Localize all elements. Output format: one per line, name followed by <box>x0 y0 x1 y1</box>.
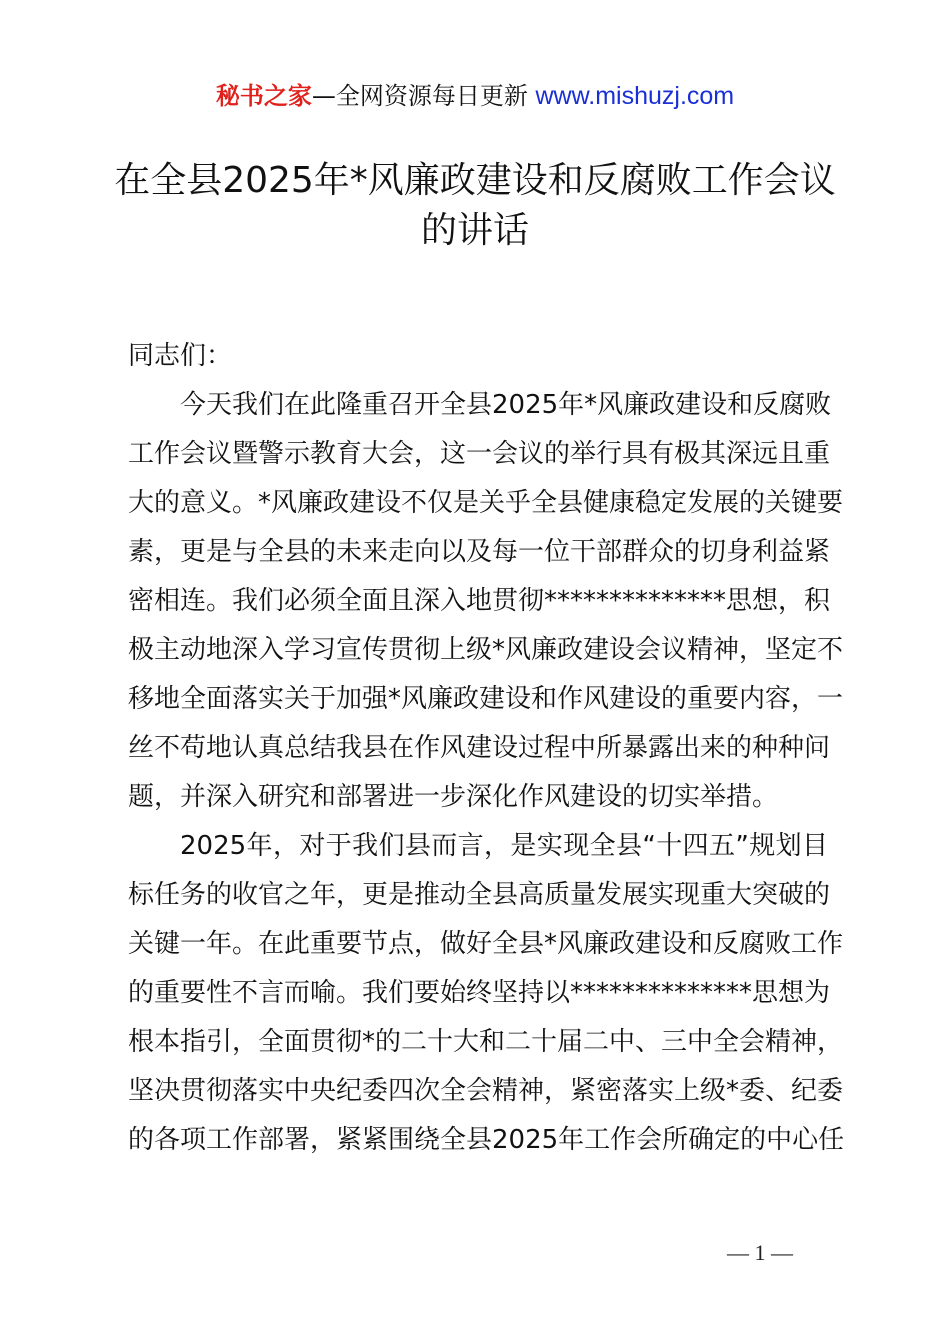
paragraph-line: 关键一年。在此重要节点，做好全县*风廉政建设和反腐败工作 <box>128 929 844 959</box>
site-brand: 秘书之家 <box>215 82 312 110</box>
paragraph-line: 极主动地深入学习宣传贯彻上级*风廉政建设会议精神，坚定不 <box>128 635 844 665</box>
salutation: 同志们： <box>128 341 233 371</box>
paragraph-line: 标任务的收官之年，更是推动全县高质量发展实现重大突破的 <box>128 880 831 910</box>
paragraph-line: 根本指引，全面贯彻*的二十大和二十届二中、三中全会精神， <box>128 1027 844 1057</box>
page-number: — 1 — <box>727 1240 793 1265</box>
paragraph-line: 2025年，对于我们县而言，是实现全县“十四五”规划目 <box>180 831 828 861</box>
paragraph-line: 移地全面落实关于加强*风廉政建设和作风建设的重要内容，一 <box>128 684 844 714</box>
paragraph-line: 丝不苟地认真总结我县在作风建设过程中所暴露出来的种种问 <box>128 733 831 763</box>
site-header <box>0 80 950 112</box>
paragraph-line: 的各项工作部署，紧紧围绕全县2025年工作会所确定的中心任 <box>128 1125 845 1155</box>
title-line-1: 在全县2025年*风廉政建设和反腐败工作会议 <box>114 160 836 201</box>
paragraph-line: 大的意义。*风廉政建设不仅是关乎全县健康稳定发展的关键要 <box>128 488 844 518</box>
site-url-link[interactable]: www.mishuzj.com <box>535 82 735 110</box>
paragraph-line: 题，并深入研究和部署进一步深化作风建设的切实举措。 <box>128 782 779 812</box>
paragraph-line: 今天我们在此隆重召开全县2025年*风廉政建设和反腐败 <box>180 390 832 420</box>
paragraph-line: 工作会议暨警示教育大会，这一会议的举行具有极其深远且重 <box>128 439 831 469</box>
paragraph-line: 的重要性不言而喻。我们要始终坚持以**************思想为 <box>128 978 831 1008</box>
site-tagline: —全网资源每日更新 <box>311 82 536 110</box>
title-line-2: 的讲话 <box>420 210 529 251</box>
paragraph-line: 密相连。我们必须全面且深入地贯彻**************思想，积 <box>128 586 831 616</box>
document-title <box>100 156 850 256</box>
paragraph-line: 素，更是与全县的未来走向以及每一位干部群众的切身利益紧 <box>128 537 831 567</box>
paragraph-line: 坚决贯彻落实中央纪委四次全会精神，紧密落实上级*委、纪委 <box>128 1076 844 1106</box>
document-body <box>128 332 845 1165</box>
